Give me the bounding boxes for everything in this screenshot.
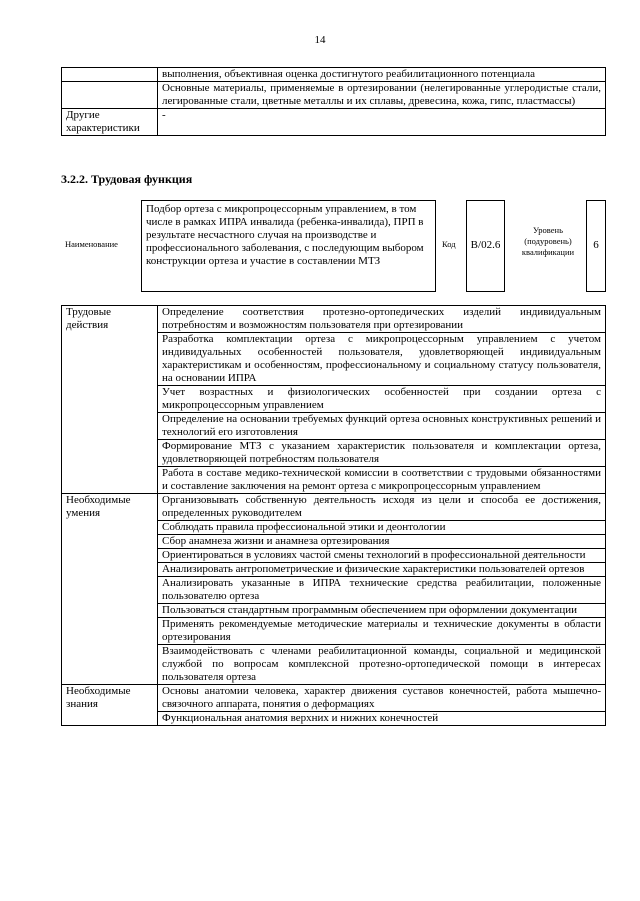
row-value: Основные материалы, применяемые в ортезировании (нелегированные углеродистые стали, легированные стали, цветные металлы и их сплавы, древесина, кожа, гипс, пластмассы) bbox=[158, 82, 606, 109]
required-skills-item: Анализировать антропометрические и физические характеристики пользователей ортезов bbox=[158, 563, 606, 577]
table-row bbox=[62, 306, 606, 333]
table-row bbox=[62, 68, 606, 82]
function-name: Подбор ортеза с микропроцессорным управлением, в том числе в рамках ИПРА инвалида (ребенка-инвалида), ПРП в результате несчастного случая на производстве и профессионального заболевания, с последующим выбором конструкции ортеза и участие в составлении МТЗ bbox=[141, 200, 436, 292]
table-row bbox=[62, 82, 606, 109]
qualification-level-label: Уровень (подуровень) квалификации bbox=[521, 225, 575, 257]
required-skills-label: Необходимые умения bbox=[62, 494, 158, 685]
required-knowledge-item: Основы анатомии человека, характер движения суставов конечностей, работа мышечно-связочного аппарата, понятия о деформациях bbox=[158, 685, 606, 712]
table-row bbox=[62, 685, 606, 712]
previous-function-table bbox=[61, 67, 606, 136]
labor-actions-label: Трудовые действия bbox=[62, 306, 158, 494]
labor-function-table bbox=[61, 305, 606, 726]
labor-actions-item: Определение соответствия протезно-ортопедических изделий индивидуальным потребностям и возможностям пользователя при ортезировании bbox=[158, 306, 606, 333]
required-skills-item: Взаимодействовать с членами реабилитационной команды, социальной и медицинской службой по вопросам комплексной протезно-ортопедической помощи в интересах пользователя ортеза bbox=[158, 645, 606, 685]
function-code: B/02.6 bbox=[466, 200, 505, 292]
qualification-level: 6 bbox=[586, 200, 606, 292]
row-value: выполнения, объективная оценка достигнутого реабилитационного потенциала bbox=[158, 68, 606, 82]
required-knowledge-item: Функциональная анатомия верхних и нижних конечностей bbox=[158, 712, 606, 726]
required-skills-item: Сбор анамнеза жизни и анамнеза ортезирования bbox=[158, 535, 606, 549]
code-label: Код bbox=[442, 239, 456, 249]
table-row bbox=[62, 109, 606, 136]
section-heading: 3.2.2. Трудовая функция bbox=[61, 172, 193, 186]
row-value: - bbox=[158, 109, 606, 136]
required-skills-item: Организовывать собственную деятельность исходя из цели и способа ее достижения, определенных руководителем bbox=[158, 494, 606, 521]
table-row bbox=[62, 494, 606, 521]
row-label bbox=[62, 82, 158, 109]
function-header bbox=[61, 200, 606, 292]
labor-actions-item: Работа в составе медико-технической комиссии в соответствии с трудовыми обязанностями и составление заключения на ремонт ортеза с микропроцессорным управлением bbox=[158, 467, 606, 494]
labor-actions-item: Разработка комплектации ортеза с микропроцессорным управлением с учетом индивидуальных особенностей пользователя, удовлетворяющей индивидуальным характеристикам и особенностям, профессиональному и социальному статусу пользователя, на основании ИПРА bbox=[158, 333, 606, 386]
row-label: Другие характеристики bbox=[62, 109, 158, 136]
name-label: Наименование bbox=[65, 239, 118, 249]
required-skills-item: Ориентироваться в условиях частой смены технологий в профессиональной деятельности bbox=[158, 549, 606, 563]
required-skills-item: Применять рекомендуемые методические материалы и технические документы в области ортезирования bbox=[158, 618, 606, 645]
page-number: 14 bbox=[314, 34, 326, 46]
labor-actions-item: Определение на основании требуемых функций ортеза основных конструктивных решений и технологий его изготовления bbox=[158, 413, 606, 440]
labor-actions-item: Учет возрастных и физиологических особенностей при создании ортеза с микропроцессорным управлением bbox=[158, 386, 606, 413]
row-label bbox=[62, 68, 158, 82]
required-knowledge-label: Необходимые знания bbox=[62, 685, 158, 726]
labor-actions-item: Формирование МТЗ с указанием характеристик пользователя и комплектации ортеза, удовлетворяющей потребностям пользователя bbox=[158, 440, 606, 467]
required-skills-item: Соблюдать правила профессиональной этики и деонтологии bbox=[158, 521, 606, 535]
required-skills-item: Анализировать указанные в ИПРА технические средства реабилитации, положенные пользователю ортеза bbox=[158, 577, 606, 604]
required-skills-item: Пользоваться стандартным программным обеспечением при оформлении документации bbox=[158, 604, 606, 618]
